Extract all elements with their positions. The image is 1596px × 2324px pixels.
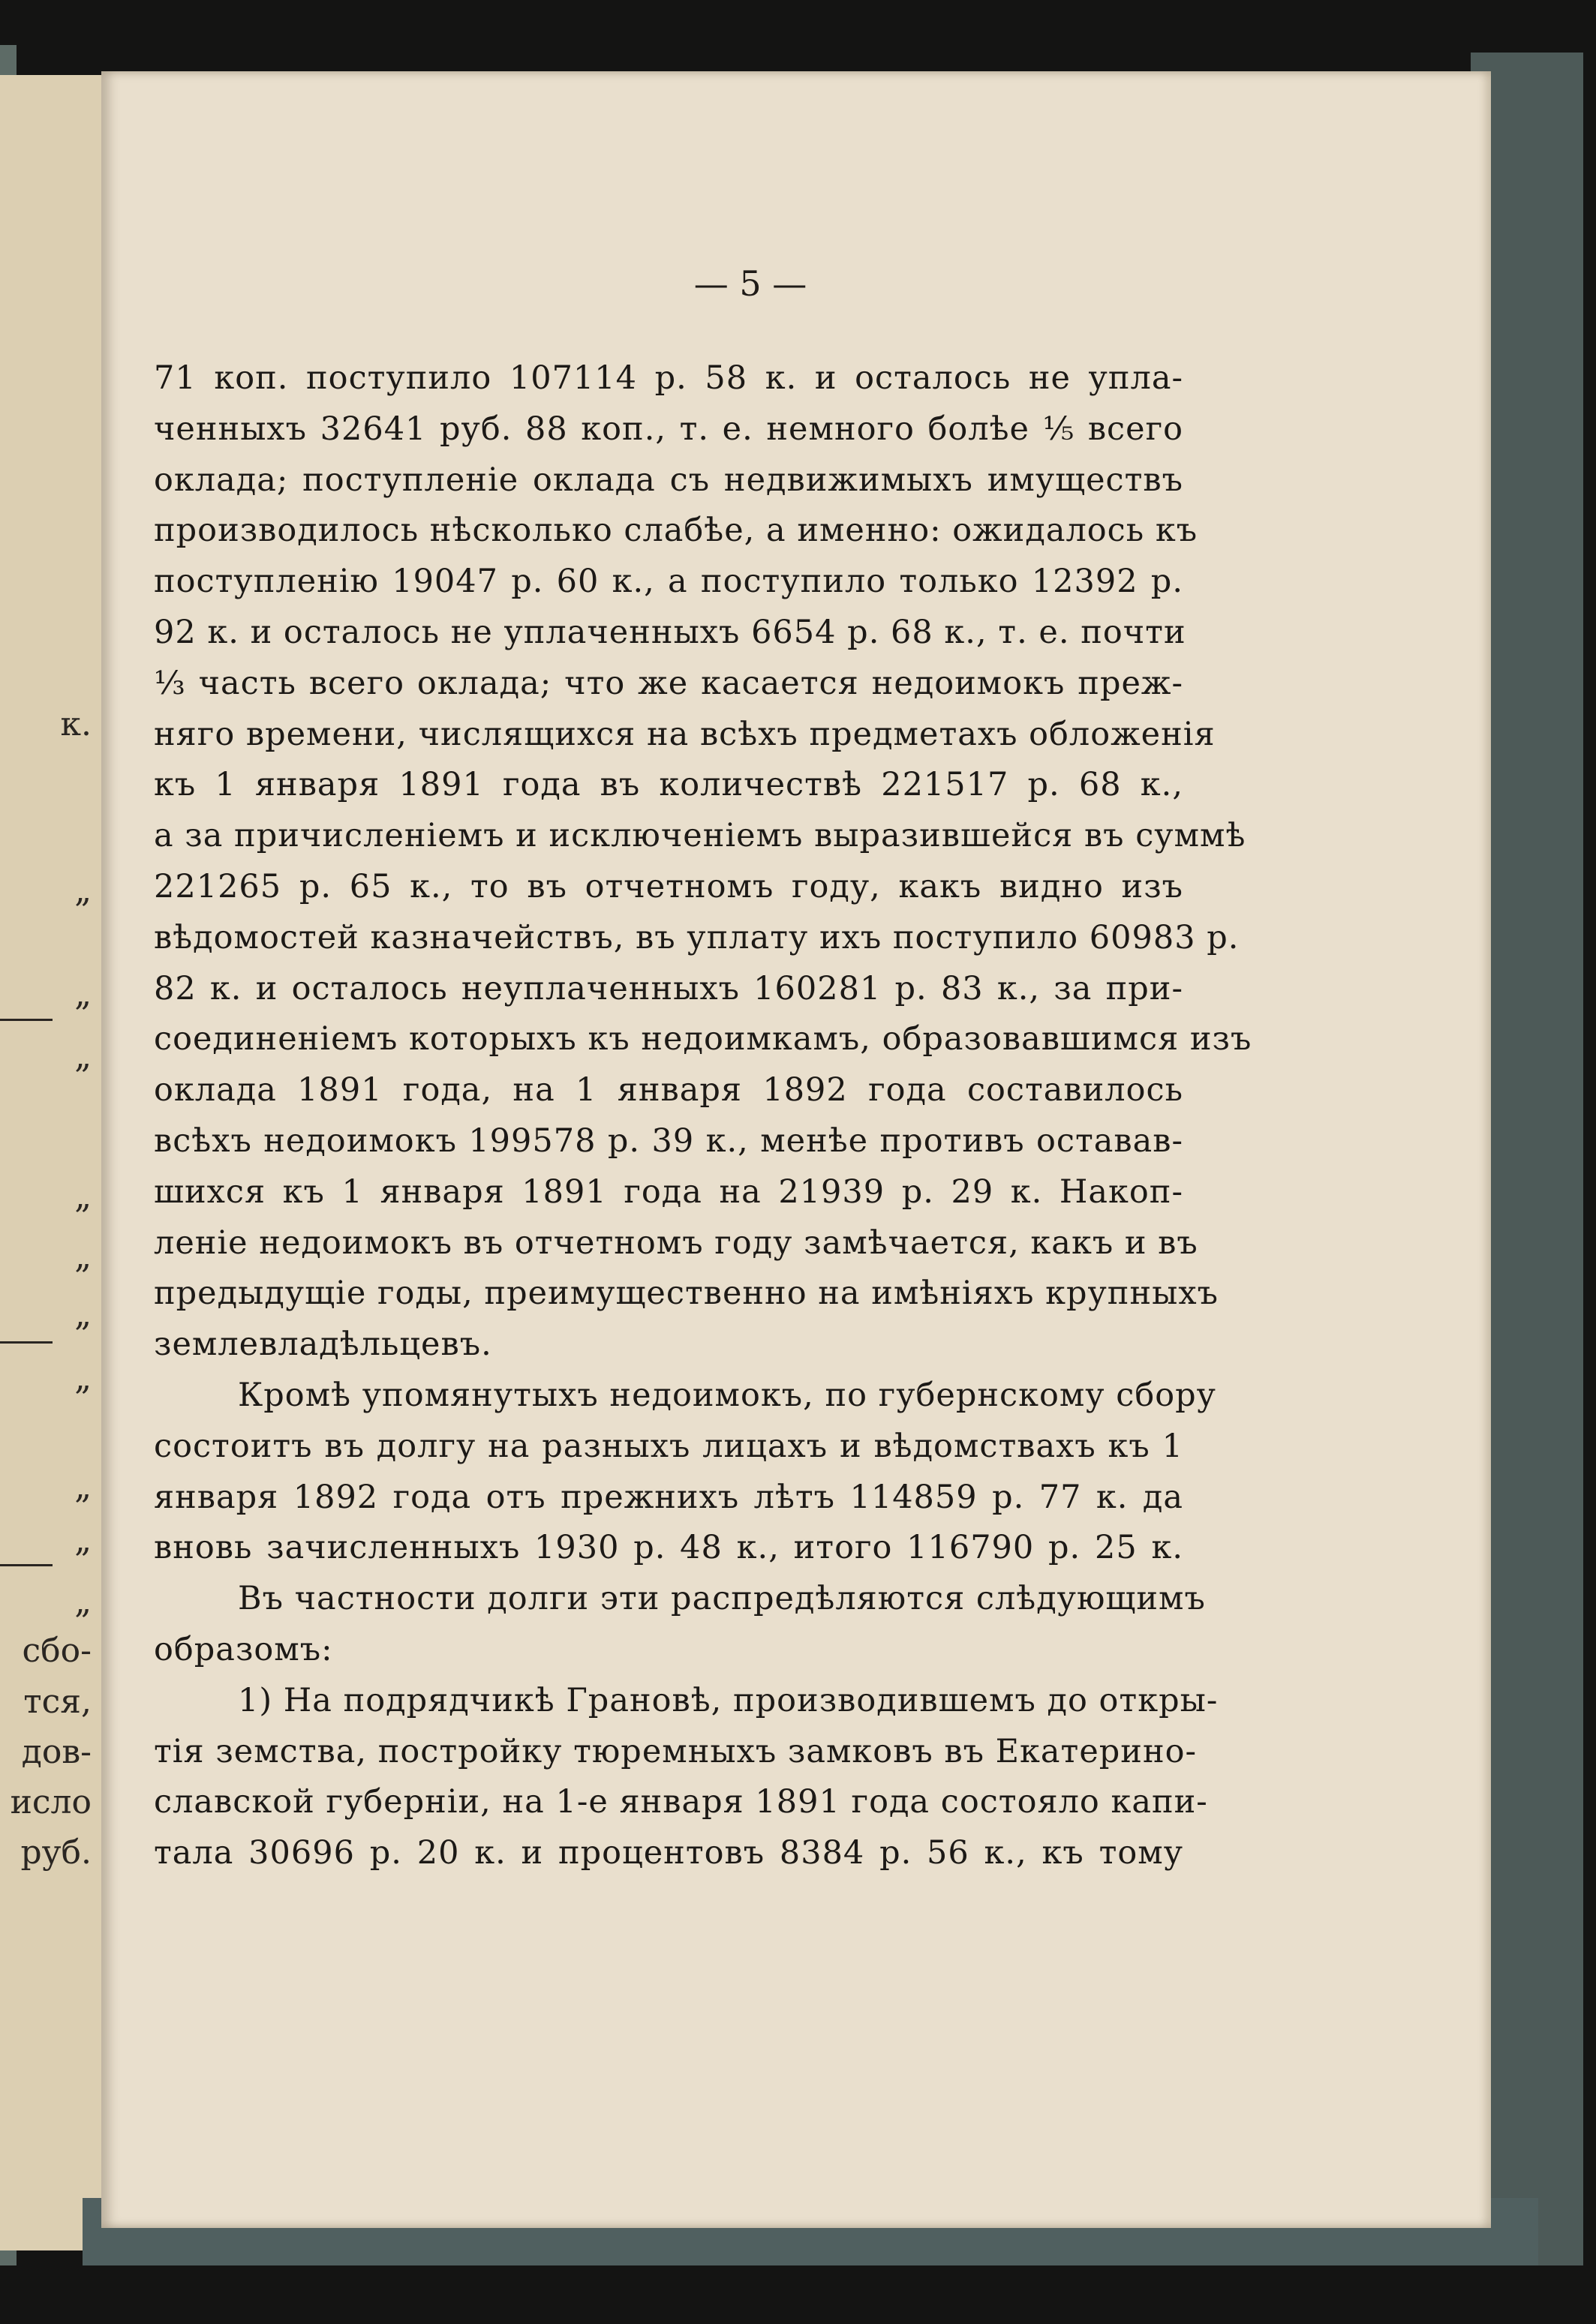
- text-line: леніе недоимокъ въ отчетномъ году замѣчается, какъ и въ: [154, 1224, 1198, 1262]
- text-line: вновь зачисленныхъ 1930 р. 48 к., итого 116790 р. 25 к.: [154, 1529, 1183, 1567]
- left-page: [0, 75, 106, 2250]
- left-page-rule: [0, 1019, 53, 1021]
- text-line: Въ частности долги эти распредѣляются слѣдующимъ: [238, 1580, 1206, 1618]
- text-line: предыдущіе годы, преимущественно на имѣніяхъ крупныхъ: [154, 1275, 1219, 1313]
- left-page-fragment: „: [74, 872, 92, 910]
- text-line: шихся къ 1 января 1891 года на 21939 р. 29 к. Накоп-: [154, 1173, 1183, 1211]
- text-line: ⅓ часть всего оклада; что же касается недоимокъ преж-: [154, 664, 1183, 702]
- page-number: — 5 —: [693, 263, 807, 304]
- left-page-fragment: тся,: [23, 1683, 92, 1721]
- text-line: производилось нѣсколько слабѣе, а именно: ожидалось къ: [154, 512, 1198, 550]
- text-line: образомъ:: [154, 1630, 333, 1668]
- text-line: тала 30696 р. 20 к. и процентовъ 8384 р. 56 к., къ тому: [154, 1834, 1183, 1872]
- text-line: поступленію 19047 р. 60 к., а поступило только 12392 р.: [154, 563, 1183, 601]
- text-line: состоитъ въ долгу на разныхъ лицахъ и вѣдомствахъ къ 1: [154, 1427, 1183, 1465]
- left-page-rule: [0, 1341, 53, 1344]
- text-line: Кромѣ упомянутыхъ недоимокъ, по губернскому сбору: [238, 1376, 1216, 1414]
- text-line: а за причисленіемъ и исключеніемъ выразившейся въ суммѣ: [154, 817, 1246, 855]
- left-page-fragment: „: [74, 1521, 92, 1560]
- left-page-fragment: „: [74, 975, 92, 1013]
- left-page-fragment: „: [74, 1583, 92, 1621]
- text-line: ченныхъ 32641 руб. 88 коп., т. е. немного болѣе ⅕ всего: [154, 410, 1183, 448]
- left-page-fragment: „: [74, 1468, 92, 1506]
- book-page: [101, 71, 1491, 2228]
- left-page-fragment: „: [74, 1296, 92, 1334]
- left-page-fragment: дов-: [21, 1733, 92, 1771]
- text-line: оклада 1891 года, на 1 января 1892 года составилось: [154, 1071, 1183, 1109]
- text-line: няго времени, числящихся на всѣхъ предметахъ обложенія: [154, 715, 1216, 753]
- text-line: вѣдомостей казначействъ, въ уплату ихъ поступило 60983 р.: [154, 918, 1240, 956]
- text-line: оклада; поступленіе оклада съ недвижимыхъ имуществъ: [154, 461, 1183, 499]
- left-page-fragment: „: [74, 1178, 92, 1216]
- text-line: соединеніемъ которыхъ къ недоимкамъ, образовавшимся изъ: [154, 1020, 1252, 1058]
- left-page-fragment: сбо-: [22, 1632, 92, 1670]
- text-line: 92 к. и осталось не уплаченныхъ 6654 р. 68 к., т. е. почти: [154, 613, 1186, 651]
- text-line: землевладѣльцевъ.: [154, 1326, 492, 1364]
- left-page-fragment: „: [74, 1037, 92, 1076]
- text-line: 82 к. и осталось неуплаченныхъ 160281 р. 83 к., за при-: [154, 969, 1183, 1007]
- left-page-fragment: руб.: [20, 1833, 92, 1872]
- text-line: 71 коп. поступило 107114 р. 58 к. и осталось не упла-: [154, 359, 1183, 397]
- left-page-fragment: к.: [60, 705, 92, 743]
- left-page-rule: [0, 1564, 53, 1566]
- left-page-fragment: „: [74, 1359, 92, 1398]
- page-text-block: [154, 353, 1252, 1879]
- text-line: тія земства, постройку тюремныхъ замковъ въ Екатерино-: [154, 1732, 1198, 1770]
- text-line: 1) На подрядчикѣ Грановѣ, производившемъ до откры-: [238, 1681, 1219, 1719]
- left-page-fragment: исло: [10, 1783, 92, 1821]
- left-page-fragment: „: [74, 1238, 92, 1276]
- text-line: всѣхъ недоимокъ 199578 р. 39 к., менѣе противъ оставав-: [154, 1121, 1183, 1160]
- text-line: января 1892 года отъ прежнихъ лѣтъ 114859 р. 77 к. да: [154, 1478, 1183, 1516]
- text-line: 221265 р. 65 к., то въ отчетномъ году, какъ видно изъ: [154, 867, 1183, 905]
- text-line: славской губерніи, на 1-е января 1891 года состояло капи-: [154, 1783, 1208, 1821]
- text-line: къ 1 января 1891 года въ количествѣ 221517 р. 68 к.,: [154, 766, 1183, 804]
